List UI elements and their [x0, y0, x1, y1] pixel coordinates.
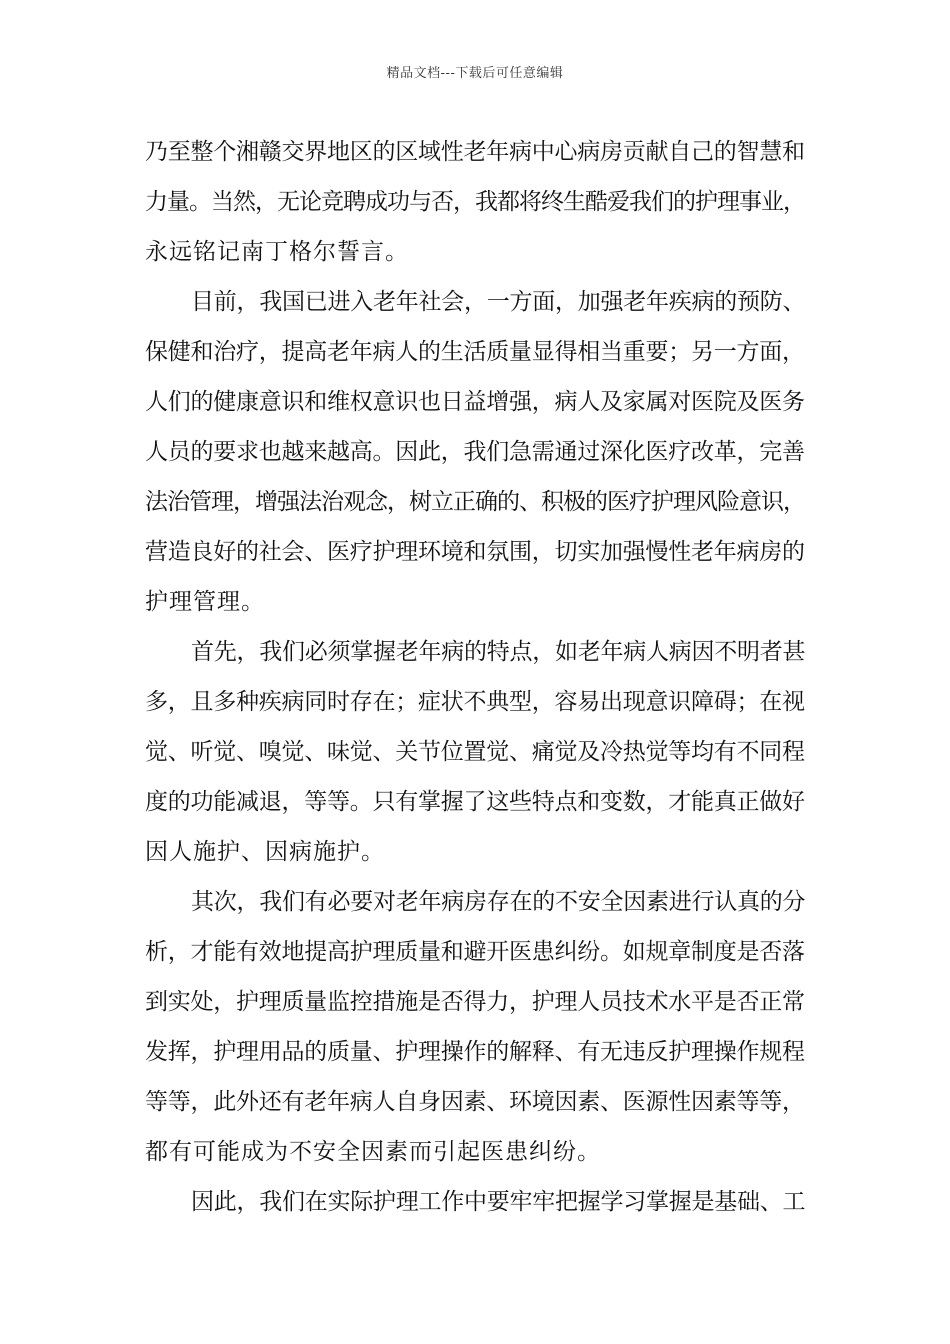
text-line: 法治管理，增强法治观念，树立正确的、积极的医疗护理风险意识，: [145, 489, 805, 515]
text-line: 度的功能减退，等等。只有掌握了这些特点和变数，才能真正做好: [145, 789, 805, 815]
text-line: 人员的要求也越来越高。因此，我们急需通过深化医疗改革，完善: [145, 439, 805, 465]
text-line: 力量。当然，无论竞聘成功与否，我都将终生酷爱我们的护理事业，: [145, 189, 805, 215]
text-line: 因人施护、因病施护。: [145, 839, 385, 865]
text-line: 乃至整个湘赣交界地区的区域性老年病中心病房贡献自己的智慧和: [145, 139, 805, 165]
text-line: 析，才能有效地提高护理质量和避开医患纠纷。如规章制度是否落: [145, 939, 805, 965]
text-line: 首先，我们必须掌握老年病的特点，如老年病人病因不明者甚: [191, 639, 806, 665]
text-line: 目前，我国已进入老年社会，一方面，加强老年疾病的预防、: [191, 289, 806, 315]
text-line: 觉、听觉、嗅觉、味觉、关节位置觉、痛觉及冷热觉等均有不同程: [145, 739, 805, 765]
text-line: 等等，此外还有老年病人自身因素、环境因素、医源性因素等等，: [145, 1089, 805, 1115]
text-line: 护理管理。: [145, 589, 265, 615]
text-line: 都有可能成为不安全因素而引起医患纠纷。: [145, 1139, 601, 1165]
text-line: 到实处，护理质量监控措施是否得力，护理人员技术水平是否正常: [145, 989, 805, 1015]
text-line: 人们的健康意识和维权意识也日益增强，病人及家属对医院及医务: [145, 389, 805, 415]
text-line: 保健和治疗，提高老年病人的生活质量显得相当重要；另一方面，: [145, 339, 805, 365]
text-line: 发挥，护理用品的质量、护理操作的解释、有无违反护理操作规程: [145, 1039, 805, 1065]
text-line: 因此，我们在实际护理工作中要牢牢把握学习掌握是基础、工: [191, 1189, 806, 1215]
text-line: 永远铭记南丁格尔誓言。: [145, 239, 409, 265]
text-line: 多，且多种疾病同时存在；症状不典型，容易出现意识障碍；在视: [145, 689, 805, 715]
text-line: 营造良好的社会、医疗护理环境和氛围，切实加强慢性老年病房的: [145, 539, 805, 565]
page-header: 精品文档---下载后可任意编辑: [386, 66, 564, 81]
text-line: 其次，我们有必要对老年病房存在的不安全因素进行认真的分: [191, 889, 806, 915]
body-text: [145, 132, 810, 1232]
